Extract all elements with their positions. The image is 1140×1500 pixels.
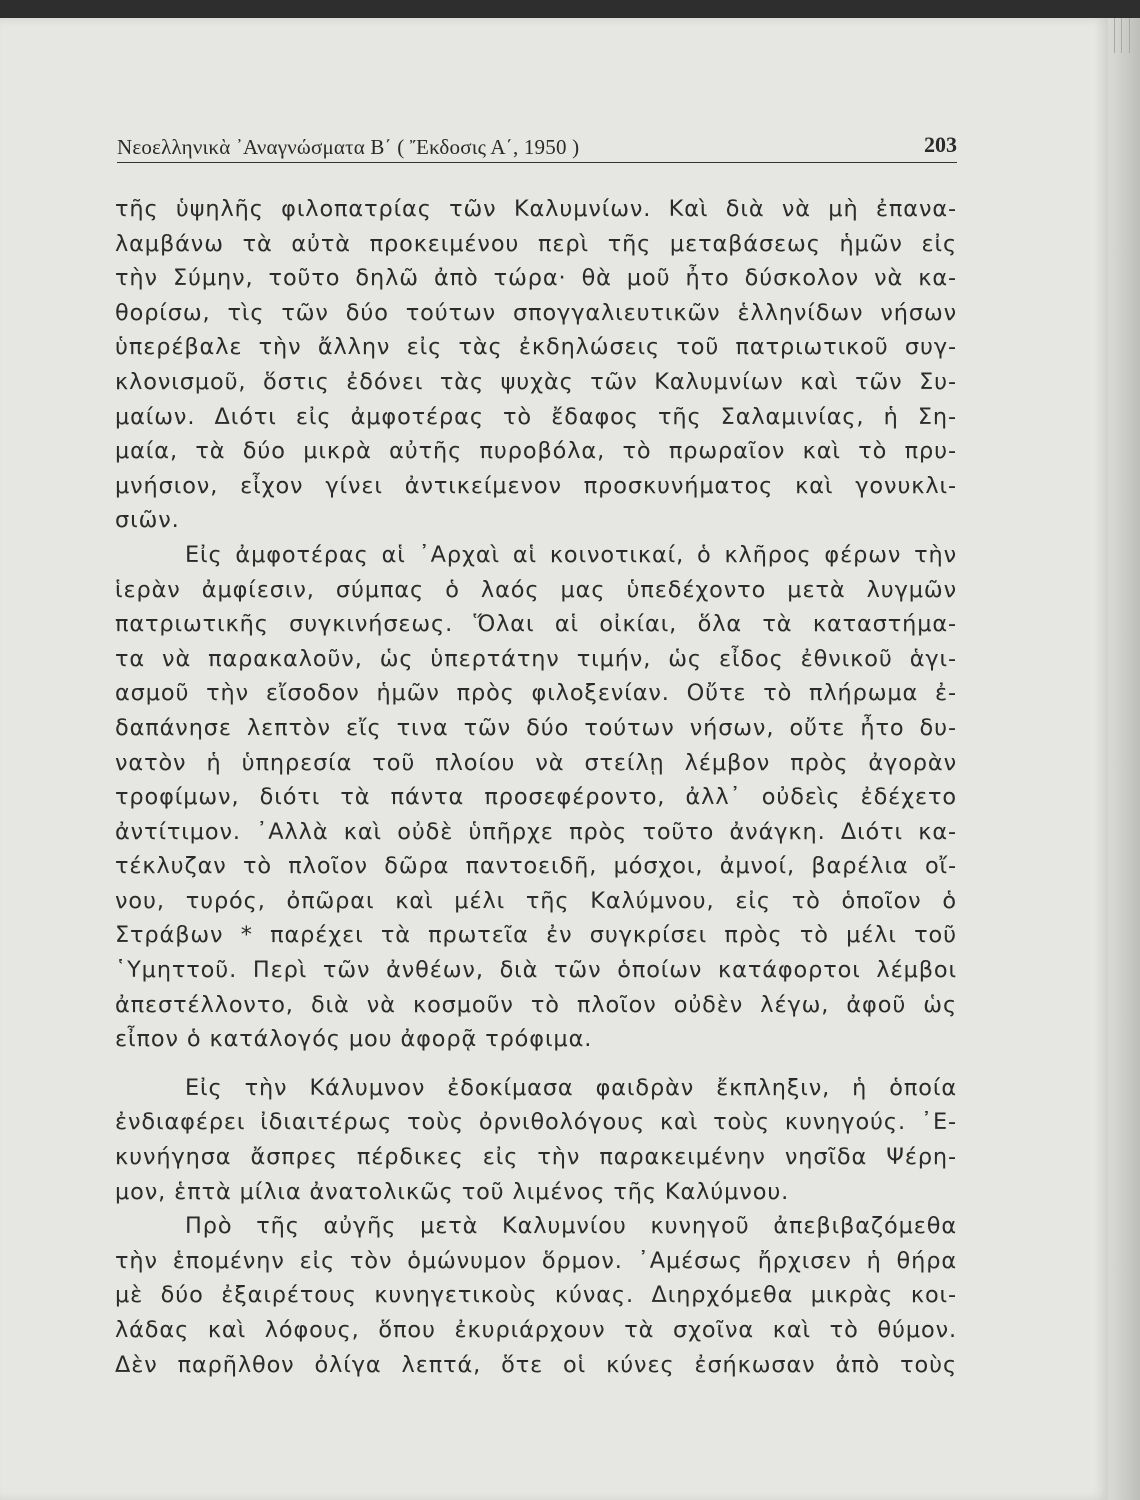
text-line: τέκλυζαν τὸ πλοῖον δῶρα παντοειδῆ, μόσχοι, ἀμνοί, βαρέλια οἴ- — [115, 853, 957, 880]
text-line: λάδας καὶ λόφους, ὅπου ἐκυριάρχουν τὰ σχοῖνα καὶ τὸ θύμον. — [115, 1317, 957, 1343]
text-line: δαπάνησε λεπτὸν εἴς τινα τῶν δύο τούτων νήσων, οὔτε ἦτο δυ- — [115, 714, 957, 741]
page-number: 203 — [924, 132, 957, 157]
text-line: ἀντίτιμον. ᾽Αλλὰ καὶ οὐδὲ ὑπῆρχε πρὸς τοῦτο ἀνάγκη. Διότι κα- — [115, 818, 957, 845]
text-line: σιῶν. — [115, 507, 180, 534]
page-edge — [1108, 18, 1140, 1500]
text-line: ασμοῦ τὴν εἴσοδον ἡμῶν πρὸς φιλοξενίαν. Οὔτε τὸ πλήρωμα ἐ- — [115, 680, 957, 707]
text-line: ῾Υμηττοῦ. Περὶ τῶν ἀνθέων, διὰ τῶν ὁποίων κατάφορτοι λέμβοι — [115, 957, 957, 984]
text-line: λαμβάνω τὰ αὐτὰ προκειμένου περὶ τῆς μεταβάσεως ἡμῶν εἰς — [115, 230, 957, 257]
text-line: θορίσω, τὶς τῶν δύο τούτων σπογγαλιευτικῶν ἑλληνίδων νήσων — [115, 299, 957, 326]
body-text — [115, 192, 957, 1382]
paragraph-gap — [115, 1057, 957, 1071]
text-line: τα νὰ παρακαλοῦν, ὡς ὑπερτάτην τιμήν, ὡς εἶδος ἐθνικοῦ ἁγι- — [115, 645, 957, 672]
text-line: τροφίμων, διότι τὰ πάντα προσεφέροντο, ἀλλ᾽ οὐδεὶς ἐδέχετο — [115, 784, 957, 811]
text-line: μαίων. Διότι εἰς ἀμφοτέρας τὸ ἔδαφος τῆς Σαλαμινίας, ἡ Ση- — [115, 403, 957, 430]
text-line: Εἰς ἀμφοτέρας αἱ ᾽Αρχαὶ αἱ κοινοτικαί, ὁ κλῆρος φέρων τὴν — [185, 541, 957, 568]
text-line: Εἰς τὴν Κάλυμνον ἐδοκίμασα φαιδρὰν ἔκπληξιν, ἡ ὁποία — [185, 1074, 957, 1101]
text-line: ἐνδιαφέρει ἰδιαιτέρως τοὺς ὀρνιθολόγους καὶ τοὺς κυνηγούς. ᾽Ε- — [115, 1109, 957, 1136]
text-line: Πρὸ τῆς αὐγῆς μετὰ Καλυμνίου κυνηγοῦ ἀπεβιβαζόμεθα — [185, 1213, 957, 1240]
text-line: Στράβων * παρέχει τὰ πρωτεῖα ἐν συγκρίσει πρὸς τὸ μέλι τοῦ — [115, 922, 957, 949]
text-line: εἶπον ὁ κατάλογός μου ἀφορᾷ τρόφιμα. — [115, 1026, 593, 1053]
text-line: μνήσιον, εἶχον γίνει ἀντικείμενον προσκυνήματος καὶ γονυκλι- — [115, 472, 957, 499]
text-line: Δὲν παρῆλθον ὀλίγα λεπτά, ὅτε οἱ κύνες ἐσήκωσαν ἀπὸ τοὺς — [115, 1351, 957, 1378]
text-line: τὴν ἑπομένην εἰς τὸν ὁμώνυμον ὅρμον. ᾽Αμέσως ἤρχισεν ἡ θήρα — [115, 1247, 957, 1274]
text-line: ἀπεστέλλοντο, διὰ νὰ κοσμοῦν τὸ πλοῖον οὐδὲν λέγω, ἀφοῦ ὡς — [115, 991, 957, 1018]
text-line: μαία, τὰ δύο μικρὰ αὐτῆς πυροβόλα, τὸ πρωραῖον καὶ τὸ πρυ- — [115, 438, 957, 465]
text-line: τῆς ὑψηλῆς φιλοπατρίας τῶν Καλυμνίων. Καὶ διὰ νὰ μὴ ἐπανα- — [115, 196, 957, 222]
running-head-title: Νεοελληνικὰ ᾽Αναγνώσματα Β΄ ( Ἔκδοσις Α΄, 1950 ) — [117, 135, 580, 159]
text-line: νου, τυρός, ὀπῶραι καὶ μέλι τῆς Καλύμνου, εἰς τὸ ὁποῖον ὁ — [115, 887, 957, 914]
text-line: νατὸν ἡ ὑπηρεσία τοῦ πλοίου νὰ στείλῃ λέμβον πρὸς ἀγορὰν — [115, 749, 957, 776]
text-line: ἱερὰν ἀμφίεσιν, σύμπας ὁ λαός μας ὑπεδέχοντο μετὰ λυγμῶν — [115, 576, 957, 603]
text-line: μον, ἑπτὰ μίλια ἀνατολικῶς τοῦ λιμένος τῆς Καλύμνου. — [115, 1178, 790, 1205]
text-line: κλονισμοῦ, ὅστις ἐδόνει τὰς ψυχὰς τῶν Καλυμνίων καὶ τῶν Συ- — [115, 368, 957, 395]
running-head — [117, 130, 957, 163]
text-line: μὲ δύο ἐξαιρέτους κυνηγετικοὺς κύνας. Διηρχόμεθα μικρὰς κοι- — [115, 1282, 957, 1309]
text-line: ὑπερέβαλε τὴν ἄλλην εἰς τὰς ἐκδηλώσεις τοῦ πατριωτικοῦ συγ- — [115, 334, 957, 361]
text-line: κυνήγησα ἄσπρες πέρδικες εἰς τὴν παρακειμένην νησῖδα Ψέρη- — [115, 1144, 957, 1171]
text-line: τὴν Σύμην, τοῦτο δηλῶ ἀπὸ τώρα· θὰ μοῦ ἦτο δύσκολον νὰ κα- — [115, 265, 957, 292]
text-line: πατριωτικῆς συγκινήσεως. Ὅλαι αἱ οἰκίαι, ὅλα τὰ καταστήμα- — [115, 611, 957, 638]
